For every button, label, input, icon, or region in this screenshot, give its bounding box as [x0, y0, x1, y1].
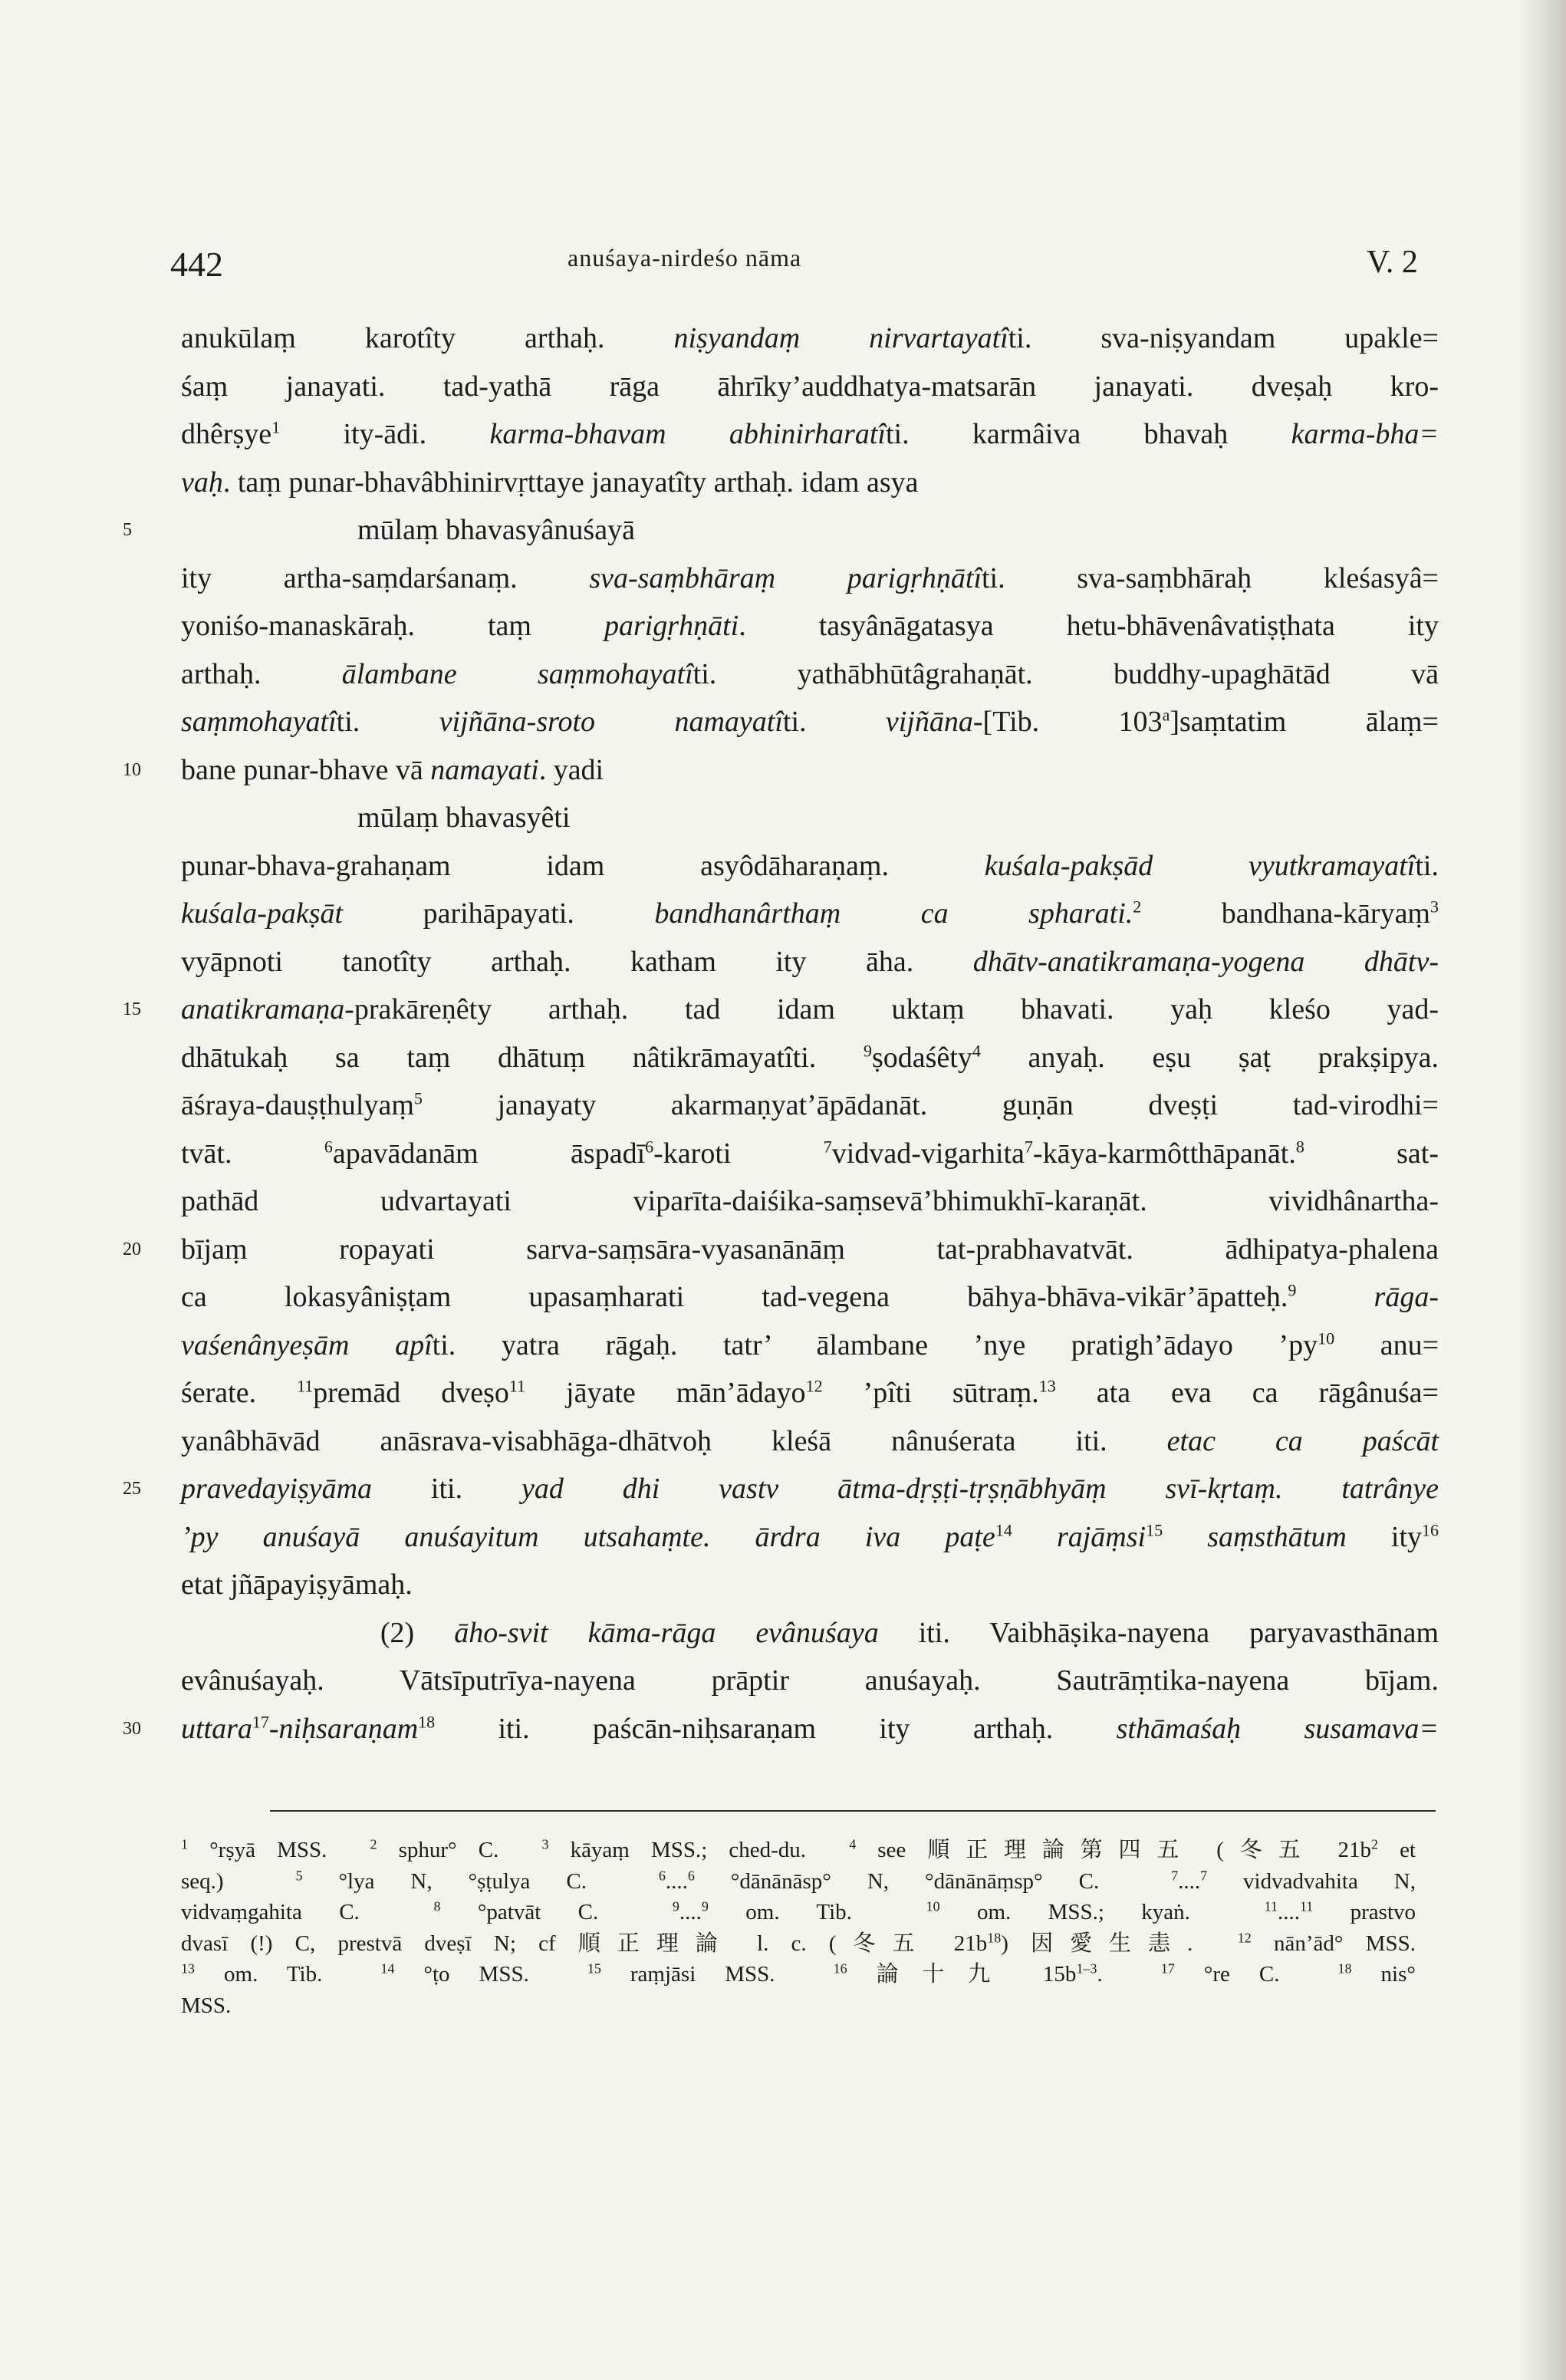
text-line — [181, 650, 1439, 699]
line-text: āśraya-dauṣṭhulyaṃ$^5$ janayaty akarmaṇyat’āpādanāt. guṇān dveṣṭi tad-virodhi= — [181, 1088, 1439, 1121]
footnote-line: MSS. — [181, 1993, 232, 2018]
line-text: saṃmohayatîti. vijñāna-sroto namayatîti. vijñāna-[Tib. 103$^a$]saṃtatim ālaṃ= — [181, 705, 1439, 738]
line-text: yanâbhāvād anāsrava-visabhāga-dhātvoḥ kleśā nânuśerata iti. etac ca paścāt — [181, 1424, 1439, 1457]
text-line — [123, 506, 1439, 555]
line-text: evânuśayaḥ. Vātsīputrīya-nayena prāptir anuśayaḥ. Sautrāṃtika-nayena bījam. — [181, 1664, 1439, 1697]
line-number: 25 — [123, 1479, 141, 1499]
text-line — [181, 363, 1439, 411]
text-line — [181, 410, 1439, 459]
line-text: punar-bhava-grahaṇam idam asyôdāharaṇaṃ. kuśala-pakṣād vyutkramayatîti. — [181, 849, 1439, 882]
line-text: kuśala-pakṣāt parihāpayati. bandhanârthaṃ ca spharati.$^2$ bandhana-kāryaṃ$^3$ — [181, 897, 1439, 930]
main-text — [123, 314, 1439, 1753]
line-number: 30 — [123, 1718, 141, 1739]
text-line — [181, 555, 1439, 603]
text-line — [123, 1465, 1439, 1513]
footnotes — [181, 1835, 1416, 2021]
text-line — [181, 890, 1439, 938]
text-line — [123, 746, 1439, 795]
line-text: dhātukaḥ sa taṃ dhātuṃ nâtikrāmayatîti. $^9$ṣodaśêty$^4$ anyaḥ. eṣu ṣaṭ prakṣipya. — [181, 1040, 1439, 1074]
text-line — [181, 1322, 1439, 1370]
line-text: anukūlaṃ karotîty arthaḥ. niṣyandaṃ nirvartayatîti. sva-niṣyandam upakle= — [181, 322, 1439, 354]
line-text: ’py anuśayā anuśayitum utsahaṃte. ārdra iva paṭe$^{14}$ rajāṃsi$^{15}$ saṃsthātum ity$^{16}$ — [181, 1519, 1439, 1553]
line-number: 15 — [123, 999, 141, 1019]
text-line — [181, 602, 1439, 650]
text-line — [181, 1417, 1439, 1466]
line-number: 20 — [123, 1239, 141, 1259]
line-text: (2) āho-svit kāma-rāga evânuśaya iti. Vaibhāṣika-nayena paryavasthānam — [181, 1616, 1439, 1649]
text-line — [181, 1081, 1439, 1130]
line-number: 10 — [123, 759, 141, 780]
footnote-rule — [270, 1810, 1436, 1812]
line-text: dhêrṣye$^1$ ity-ādi. karma-bhavam abhinirharatîti. karmâiva bhavaḥ karma-bha= — [181, 417, 1439, 450]
text-line — [123, 1705, 1439, 1753]
footnote-line: vidvaṃgahita C. $^8$ °patvāt C. $^9$....$^9$ om. Tib. $^{10}$ om. MSS.; kyaṅ. $^{11}$....$^{11}$ prastvo — [181, 1898, 1416, 1924]
line-text: mūlaṃ bhavasyânuśayā — [357, 514, 635, 546]
page-edge-shadow — [1520, 0, 1566, 2380]
section-number: V. 2 — [1367, 245, 1418, 280]
text-line — [181, 1513, 1439, 1562]
footnote-line: $^1$ °rṣyā MSS. $^2$ sphur° C. $^3$ kāyaṃ MSS.; ched-du. $^4$ see 順正理論第四五 (冬五 $21b^2$ et — [181, 1836, 1416, 1862]
line-text: bane punar-bhave vā namayati. yadi — [181, 753, 604, 786]
line-text: ca lokasyâniṣṭam upasaṃharati tad-vegena bāhya-bhāva-vikār’āpatteḥ.$^9$ rāga- — [181, 1280, 1439, 1313]
text-line — [181, 794, 1439, 842]
line-text: mūlaṃ bhavasyêti — [357, 802, 571, 834]
text-line — [181, 1130, 1439, 1178]
line-text: uttara$^{17}$-niḥsaraṇam$^{18}$ iti. paścān-niḥsaraṇam ity arthaḥ. sthāmaśaḥ susamava= — [181, 1711, 1439, 1745]
text-line — [181, 1609, 1439, 1657]
line-text: bījaṃ ropayati sarva-saṃsāra-vyasanānāṃ tat-prabhavatvāt. ādhipatya-phalena — [181, 1233, 1439, 1266]
text-line — [123, 1226, 1439, 1274]
text-line — [123, 986, 1439, 1034]
text-line — [181, 842, 1439, 890]
text-line — [181, 459, 1439, 507]
text-line — [181, 1657, 1439, 1705]
text-line — [181, 698, 1439, 746]
line-text: ity artha-saṃdarśanaṃ. sva-saṃbhāraṃ parigṛhṇātîti. sva-saṃbhāraḥ kleśasyâ= — [181, 561, 1439, 594]
text-line — [181, 938, 1439, 986]
line-text: pathād udvartayati viparīta-daiśika-saṃsevā’bhimukhī-karaṇāt. vividhânartha- — [181, 1185, 1439, 1217]
line-text: pravedayiṣyāma iti. yad dhi vastv ātma-dṛṣṭi-tṛṣṇābhyāṃ svī-kṛtaṃ. tatrânye — [181, 1473, 1439, 1505]
line-text: vaḥ. taṃ punar-bhavâbhinirvṛttaye janayatîty arthaḥ. idam asya — [181, 466, 919, 499]
footnote-line: seq.) $^5$ °lya N, °ṣṭulya C. $^6$....$^6$ °dānānāsp° N, °dānānāṃsp° C. $^7$....$^7$ vidvadvahita N, — [181, 1867, 1416, 1894]
text-line — [181, 1369, 1439, 1417]
footnote-line: $^{13}$ om. Tib. $^{14}$ °ṭo MSS. $^{15}$ raṃjāsi MSS. $^{16}$ 論十九 $15b^{1-3}$. $^{17}$ °re C. $^{18}$ nis° — [181, 1960, 1416, 1987]
line-text: tvāt. $^6$apavādanām āspadī$^6$-karoti $^7$vidvad-vigarhita$^7$-kāya-karmôtthāpanāt.$^8$ sat- — [181, 1136, 1439, 1170]
line-text: vaśenânyeṣām apîti. yatra rāgaḥ. tatr’ ālambane ’nye pratigh’ādayo $’py^{10}$ anu= — [181, 1328, 1439, 1361]
line-text: śaṃ janayati. tad-yathā rāga āhrīky’auddhatya-matsarān janayati. dveṣaḥ kro- — [181, 370, 1439, 403]
text-line — [181, 1177, 1439, 1226]
text-line — [181, 1561, 1439, 1609]
text-line — [181, 1034, 1439, 1082]
text-line — [181, 314, 1439, 363]
footnote-line: dvasī (!) C, prestvā dveṣī N; cf 順正理論 l. c. (冬五 $21b^{18}$) 因愛生恚. $^{12}$ nān’ād° MSS. — [181, 1929, 1416, 1956]
page-number: 442 — [170, 245, 223, 284]
line-text: etat jñāpayiṣyāmaḥ. — [181, 1569, 413, 1601]
line-text: anatikramaṇa-prakāreṇêty arthaḥ. tad idam uktaṃ bhavati. yaḥ kleśo yad- — [181, 993, 1439, 1025]
running-title: anuśaya-nirdeśo nāma — [568, 244, 802, 272]
line-number: 5 — [123, 520, 132, 540]
line-text: vyāpnoti tanotîty arthaḥ. katham ity āha. dhātv-anatikramaṇa-yogena dhātv- — [181, 945, 1439, 978]
line-text: yoniśo-manaskāraḥ. taṃ parigṛhṇāti. tasyânāgatasya hetu-bhāvenâvatiṣṭhata ity — [181, 610, 1439, 642]
line-text: śerate. $^{11}$premād dveṣo$^{11}$ jāyate mān’ādayo$^{12}$ ’pîti sūtraṃ.$^{13}$ ata eva ca rāgânuśa= — [181, 1376, 1439, 1409]
line-text: arthaḥ. ālambane saṃmohayatîti. yathābhūtâgrahaṇāt. buddhy-upaghātād vā — [181, 657, 1439, 690]
text-line — [181, 1273, 1439, 1322]
